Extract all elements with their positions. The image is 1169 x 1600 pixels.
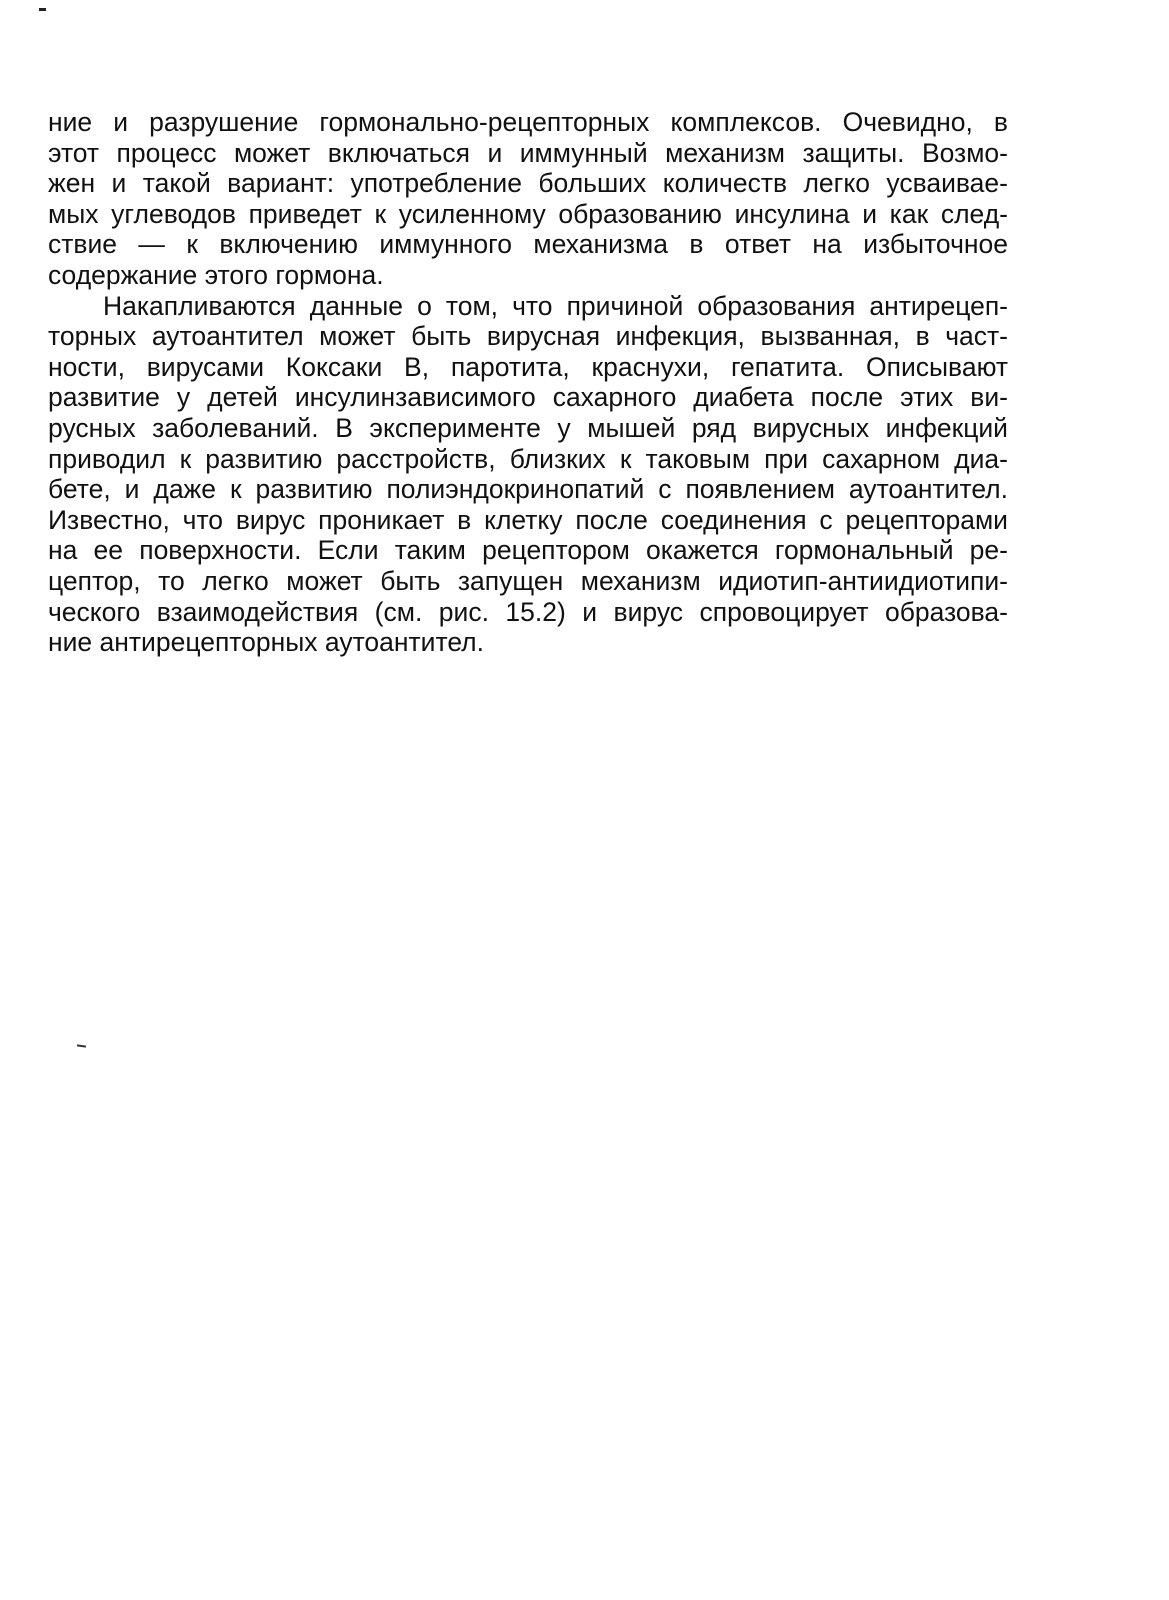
text-line: русных заболеваний. В эксперименте у мышей ряд вирусных инфекций xyxy=(48,412,1008,443)
text-line: ческого взаимодействия (см. рис. 15.2) и вирус спровоцирует образова- xyxy=(48,596,1008,627)
text-line: развитие у детей инсулинзависимого сахарного диабета после этих ви- xyxy=(48,382,1008,413)
text-line: торных аутоантител может быть вирусная инфекция, вызванная, в част- xyxy=(48,321,1008,352)
text-line: на ее поверхности. Если таким рецептором окажется гормональный ре- xyxy=(48,535,1008,566)
text-line: ние антирецепторных аутоантител. xyxy=(48,627,485,658)
text-line: ствие — к включению иммунного механизма в ответ на избыточное xyxy=(48,229,1008,260)
text-line: этот процесс может включаться и иммунный механизм защиты. Возмо- xyxy=(48,137,1008,168)
body-text xyxy=(48,107,1008,658)
text-line: бете, и даже к развитию полиэндокринопатий с появлением аутоантител. xyxy=(48,474,1008,505)
text-line: мых углеводов приведет к усиленному образованию инсулина и как след- xyxy=(48,198,1008,229)
text-line: Известно, что вирус проникает в клетку после соединения с рецепторами xyxy=(48,504,1008,535)
text-line: жен и такой вариант: употребление больших количеств легко усваивае- xyxy=(48,168,1008,199)
scan-mark-bottom xyxy=(77,1044,86,1047)
text-line: цептор, то легко может быть запущен механизм идиотип-антиидиотипи- xyxy=(48,565,1008,596)
text-line: содержание этого гормона. xyxy=(48,259,384,290)
scan-mark-top xyxy=(39,8,46,11)
text-line: Накапливаются данные о том, что причиной образования антирецеп- xyxy=(103,290,1008,321)
text-line: ности, вирусами Коксаки В, паротита, краснухи, гепатита. Описывают xyxy=(48,351,1008,382)
paragraph-1 xyxy=(48,107,1008,291)
paragraph-2 xyxy=(48,291,1008,658)
text-line: ние и разрушение гормонально-рецепторных комплексов. Очевидно, в xyxy=(48,107,1008,137)
text-line: приводил к развитию расстройств, близких к таковым при сахарном диа- xyxy=(48,443,1008,474)
